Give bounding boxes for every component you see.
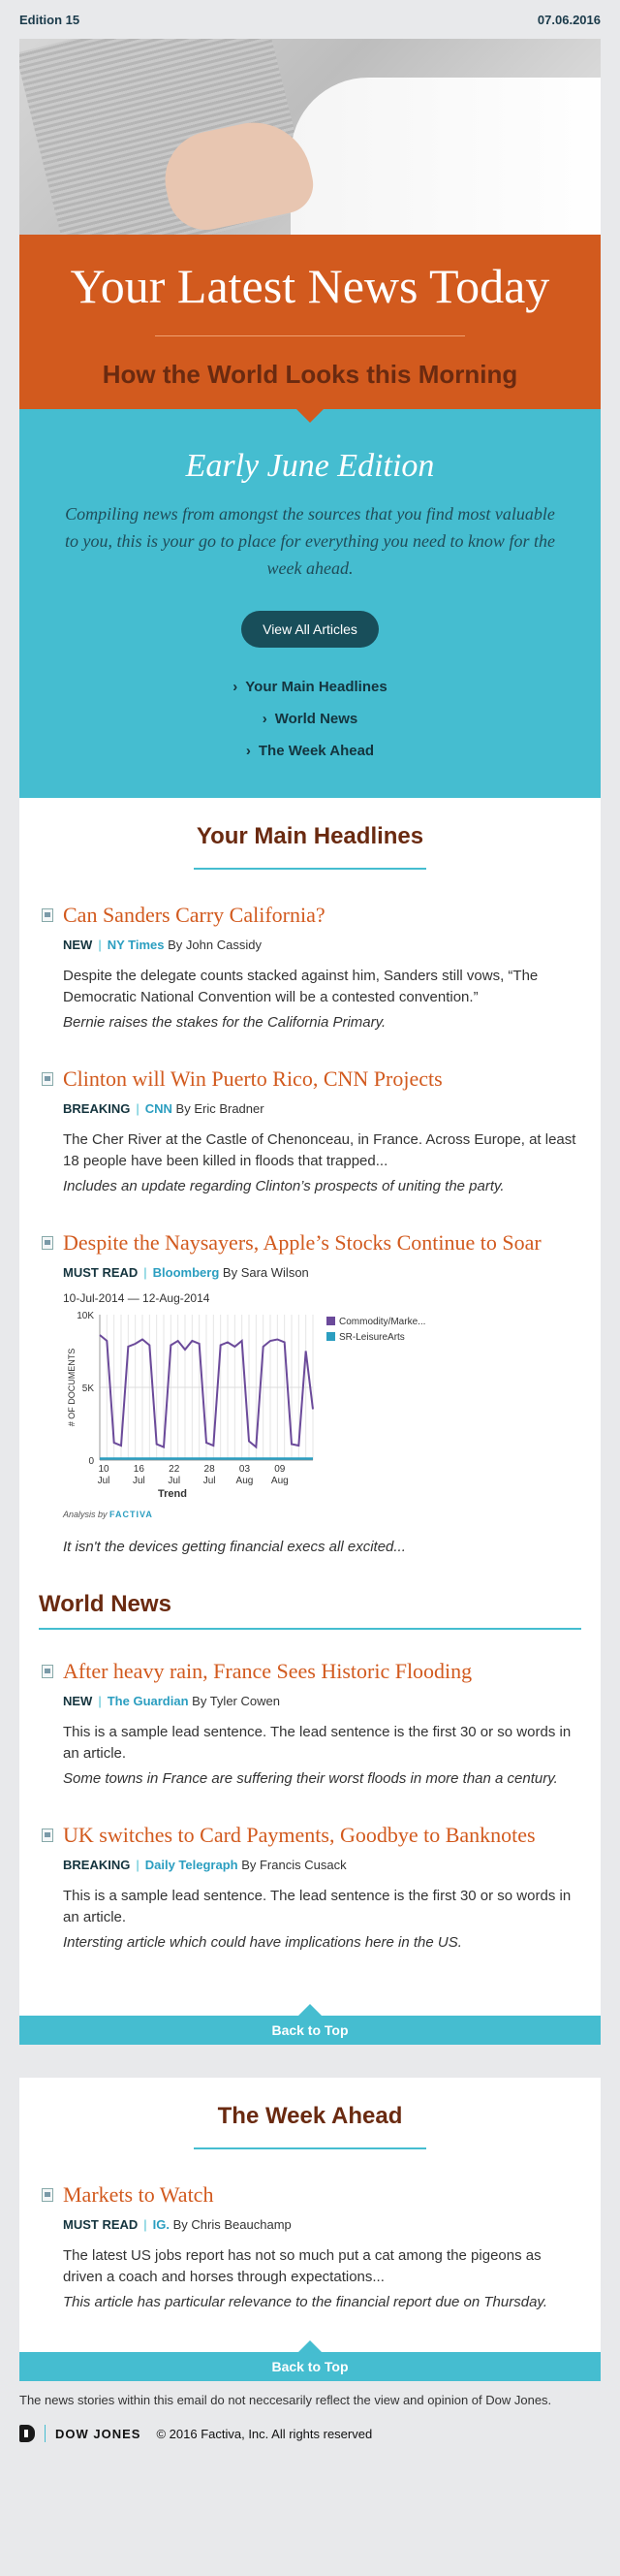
chart-x-tick-label: Jul	[168, 1476, 181, 1486]
article-note: Intersting article which could have implications here in the US.	[63, 1934, 462, 1951]
hero-title: Your Latest News Today	[70, 259, 550, 313]
dow-jones-logo-icon	[19, 2425, 35, 2442]
article-author: By Tyler Cowen	[192, 1694, 280, 1708]
chevron-right-icon: ›	[232, 679, 238, 695]
edition-number: Edition 15	[19, 12, 80, 27]
chevron-right-icon: ›	[262, 711, 267, 727]
intro-panel	[19, 409, 601, 798]
section-title: Your Main Headlines	[196, 823, 424, 849]
main-headlines-section	[19, 798, 601, 2016]
article-note: It isn't the devices getting financial execs all excited...	[63, 1539, 406, 1555]
article-image-icon	[42, 1829, 53, 1842]
article-author: By Sara Wilson	[222, 1265, 309, 1280]
section-links	[58, 671, 562, 767]
hero-subtitle: How the World Looks this Morning	[102, 360, 518, 389]
factiva-logo: FACTIVA	[109, 1510, 153, 1519]
banner-pointer	[296, 409, 324, 423]
article-source-link[interactable]: The Guardian	[107, 1694, 189, 1708]
article-image-icon	[42, 1072, 53, 1086]
chart-attribution: Analysis by FACTIVA	[63, 1510, 153, 1519]
section-title: The Week Ahead	[217, 2103, 403, 2129]
article-lead: The Cher River at the Castle of Chenonceau, in France. Across Europe, at least 18 people have been killed in floods that trapped...	[63, 1131, 576, 1169]
section-divider	[39, 1628, 581, 1630]
article-lead: This is a sample lead sentence. The lead sentence is the first 30 or so words in an article.	[63, 1888, 572, 1925]
chart-x-tick-label: Aug	[270, 1476, 289, 1486]
chart-y-tick-label: 0	[88, 1456, 94, 1467]
article-tag: BREAKING	[63, 1101, 131, 1116]
email-container	[19, 39, 601, 2381]
article-title-link[interactable]: Markets to Watch	[63, 2182, 214, 2207]
article-title-link[interactable]: Despite the Naysayers, Apple’s Stocks Continue to Soar	[63, 1230, 542, 1255]
article-tag: BREAKING	[63, 1858, 131, 1872]
article-source-link[interactable]: IG.	[152, 2217, 170, 2232]
back-to-top-button[interactable]: Back to Top	[19, 2016, 601, 2045]
hero-banner	[19, 235, 601, 409]
article-item: UK switches to Card Payments, Goodbye to Banknotes BREAKING | Daily Telegraph By Francis Cusack This is a sample lead sentence. The lead sentence is the first 30 or so words in an article. Intersting article which could have implications here in the US.	[39, 1823, 581, 1954]
link-main-headlines[interactable]: › Your Main Headlines	[58, 671, 562, 703]
chart-title: 10-Jul-2014 — 12-Aug-2014	[63, 1291, 210, 1305]
chart-x-tick-label: 16	[133, 1464, 144, 1475]
article-tag: NEW	[63, 1694, 93, 1708]
article-image-icon	[42, 1236, 53, 1250]
article-lead: The latest US jobs report has not so much put a cat among the pigeons as driven a coach and horses through expectations...	[63, 2247, 542, 2285]
article-tag: NEW	[63, 938, 93, 952]
article-title-link[interactable]: Can Sanders Carry California?	[63, 903, 326, 927]
section-divider	[194, 868, 426, 870]
edition-title: Early June Edition	[185, 448, 435, 484]
chart-x-tick-label: 10	[98, 1464, 109, 1475]
chart-legend-label: Commodity/Marke...	[339, 1317, 426, 1327]
trend-chart-svg	[63, 1309, 470, 1503]
article-title-link[interactable]: UK switches to Card Payments, Goodbye to Banknotes	[63, 1823, 536, 1847]
edition-date: 07.06.2016	[537, 12, 601, 27]
article-image-icon	[42, 1665, 53, 1678]
chart-x-tick-label: 03	[238, 1464, 251, 1475]
article-item: Markets to Watch MUST READ | IG. By Chris Beauchamp The latest US jobs report has not so much put a cat among the pigeons as driven a coach and horses through expectations... This article has particular relevance to the financial report due on Thursday.	[39, 2182, 581, 2313]
chevron-right-icon: ›	[245, 743, 251, 759]
link-week-ahead[interactable]: › The Week Ahead	[58, 735, 562, 767]
copyright: © 2016 Factiva, Inc. All rights reserved	[156, 2426, 373, 2441]
footer	[0, 2407, 620, 2462]
article-author: By Eric Bradner	[175, 1101, 264, 1116]
article-item: Can Sanders Carry California? NEW | NY Times By John Cassidy Despite the delegate counts stacked against him, Sanders still vows, “The Democratic National Convention will be a contested convention.” Bernie raises the stakes for the California Primary.	[39, 903, 581, 1034]
chart-x-tick-label: Aug	[235, 1476, 254, 1486]
world-news-title: World News	[39, 1591, 171, 1617]
article-source-link[interactable]: Daily Telegraph	[144, 1858, 238, 1872]
article-author: By Francis Cusack	[241, 1858, 347, 1872]
article-image-icon	[42, 908, 53, 922]
article-note: Bernie raises the stakes for the California Primary.	[63, 1014, 387, 1031]
article-author: By John Cassidy	[168, 938, 262, 952]
article-item: After heavy rain, France Sees Historic Flooding NEW | The Guardian By Tyler Cowen This is a sample lead sentence. The lead sentence is the first 30 or so words in an article. Some towns in France are suffering their worst floods in more than a century.	[39, 1659, 581, 1790]
chart-y-tick-label: 10K	[77, 1311, 94, 1321]
intro-description: Compiling news from amongst the sources that you find most valuable to you, this is your go to place for everything you need to know for the week ahead.	[65, 504, 555, 578]
chart-x-tick-label: Jul	[97, 1476, 110, 1486]
link-world-news[interactable]: › World News	[58, 703, 562, 735]
article-lead: This is a sample lead sentence. The lead sentence is the first 30 or so words in an article.	[63, 1724, 572, 1762]
chart-legend-swatch	[326, 1317, 335, 1325]
hero-divider	[155, 335, 465, 336]
chart-x-tick-label: 22	[169, 1464, 180, 1475]
article-image-icon	[42, 2188, 53, 2202]
trend-chart	[63, 1291, 581, 1519]
article-source-link[interactable]: Bloomberg	[152, 1265, 220, 1280]
week-ahead-section	[19, 2078, 601, 2352]
back-to-top-button[interactable]: Back to Top	[19, 2352, 601, 2381]
brand-name: DOW JONES	[55, 2426, 141, 2441]
chart-y-tick-label: 5K	[81, 1383, 94, 1394]
section-divider	[194, 2147, 426, 2149]
article-title-link[interactable]: After heavy rain, France Sees Historic Flooding	[63, 1659, 473, 1683]
article-tag: MUST READ	[63, 1265, 139, 1280]
chart-x-tick-label: 09	[274, 1464, 286, 1475]
chart-y-axis-label: # OF DOCUMENTS	[67, 1348, 77, 1427]
article-item: Despite the Naysayers, Apple’s Stocks Continue to Soar MUST READ | Bloomberg By Sara Wilson 10-Jul-2014 — 12-Aug-2014 0 5K 10K # OF DOCUMENTS 10 Jul 16 Jul 22 Jul 28 Jul 03 Aug 09 Aug Trend Commodity/Marke... SR-LeisureArts Analysis by FACTIVA It isn't the devices getting financial execs all excited...	[39, 1230, 581, 1558]
hero-image	[19, 39, 601, 235]
chart-x-tick-label: Jul	[202, 1476, 216, 1486]
article-source-link[interactable]: CNN	[144, 1101, 172, 1116]
article-title-link[interactable]: Clinton will Win Puerto Rico, CNN Projects	[63, 1066, 443, 1091]
article-note: Includes an update regarding Clinton’s prospects of uniting the party.	[63, 1178, 505, 1194]
article-item: Clinton will Win Puerto Rico, CNN Projects BREAKING | CNN By Eric Bradner The Cher River at the Castle of Chenonceau, in France. Across Europe, at least 18 people have been killed in floods that trapped... Includes an update regarding Clinton’s prospects of uniting the party.	[39, 1066, 581, 1197]
view-all-articles-button[interactable]: View All Articles	[241, 611, 379, 648]
article-lead: Despite the delegate counts stacked against him, Sanders still vows, “The Democratic National Convention will be a contested convention.”	[63, 968, 539, 1005]
article-note: Some towns in France are suffering their worst floods in more than a century.	[63, 1770, 558, 1787]
chart-legend-label: SR-LeisureArts	[339, 1332, 405, 1343]
chart-legend-swatch	[326, 1332, 335, 1341]
article-author: By Chris Beauchamp	[172, 2217, 292, 2232]
article-source-link[interactable]: NY Times	[107, 938, 165, 952]
article-tag: MUST READ	[63, 2217, 139, 2232]
article-note: This article has particular relevance to the financial report due on Thursday.	[63, 2294, 547, 2310]
chart-x-tick-label: 28	[203, 1464, 215, 1475]
top-bar	[0, 0, 620, 39]
disclaimer: The news stories within this email do not neccesarily reflect the view and opinion of Dow Jones.	[19, 2393, 552, 2407]
chart-x-tick-label: Jul	[132, 1476, 145, 1486]
chart-x-axis-label: Trend	[158, 1488, 187, 1500]
